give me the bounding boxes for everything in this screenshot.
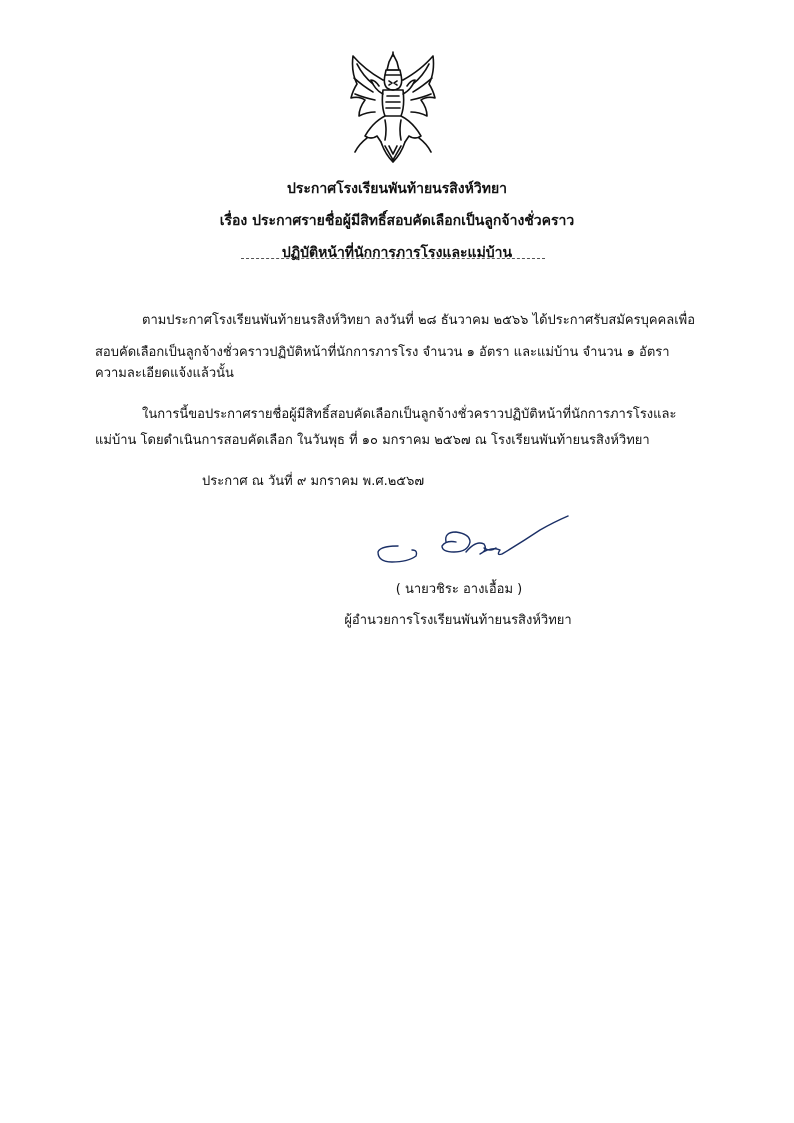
paragraph1-line3: ความละเอียดแจ้งแล้วนั้น [95,366,234,381]
announcement-subject: เรื่อง ประกาศรายชื่อผู้มีสิทธิ์สอบคัดเลือกเป็นลูกจ้างชั่วคราว [219,213,575,229]
paragraph1-line1: ตามประกาศโรงเรียนพันท้ายนรสิงห์วิทยา ลงวันที่ ๒๘ ธันวาคม ๒๕๖๖ ได้ประกาศรับสมัครบุคคลเพื่อ [142,313,696,328]
paragraph1-line2: สอบคัดเลือกเป็นลูกจ้างชั่วคราวปฏิบัติหน้าที่นักการภารโรง จำนวน ๑ อัตรา และแม่บ้าน จำนวน ๑ อัตรา [95,345,670,360]
signatory-title: ผู้อำนวยการโรงเรียนพันท้ายนรสิงห์วิทยา [344,613,572,628]
heading-divider [241,258,545,259]
signatory-name: ( นายวชิระ อางเอื้อม ) [395,582,523,597]
announcement-heading: ประกาศโรงเรียนพันท้ายนรสิงห์วิทยา [286,181,508,197]
garuda-emblem-icon [345,50,441,166]
paragraph2-line1: ในการนี้ขอประกาศรายชื่อผู้มีสิทธิ์สอบคัดเลือกเป็นลูกจ้างชั่วคราวปฏิบัติหน้าที่นักการภารโรงและ [142,407,677,422]
announcement-subject-continued: ปฏิบัติหน้าที่นักการภารโรงและแม่บ้าน [281,245,513,261]
announcement-date: ประกาศ ณ วันที่ ๙ มกราคม พ.ศ.๒๕๖๗ [202,474,425,489]
handwritten-signature [372,512,572,572]
paragraph2-line2: แม่บ้าน โดยดำเนินการสอบคัดเลือก ในวันพุธ ที่ ๑๐ มกราคม ๒๕๖๗ ณ โรงเรียนพันท้ายนรสิงห์วิทยา [95,433,650,448]
